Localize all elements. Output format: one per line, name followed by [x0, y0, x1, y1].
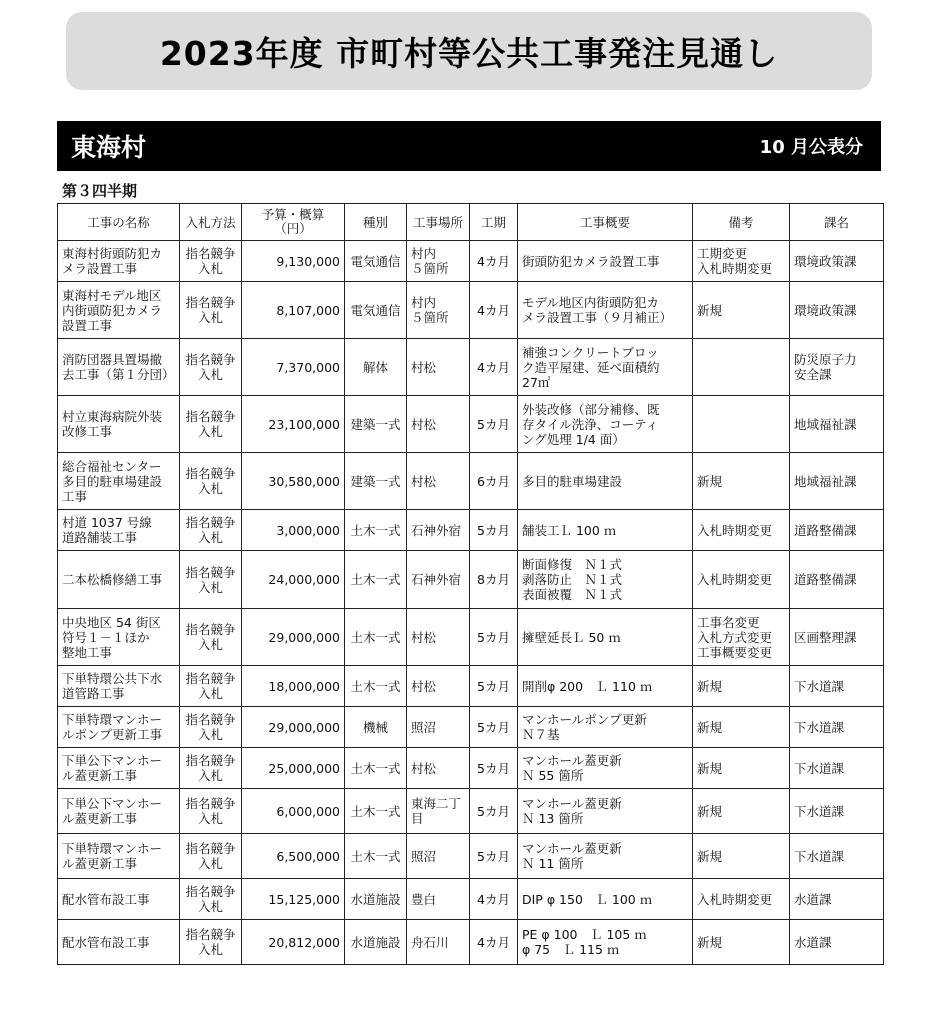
table-row [58, 551, 884, 609]
cell-method: 指名競争 入札 [180, 241, 242, 282]
cell-place: 照沼 [407, 707, 470, 748]
cell-summary: DIP φ 150 Ｌ 100 ｍ [518, 879, 693, 920]
cell-period: 5カ月 [470, 789, 518, 834]
cell-type: 水道施設 [345, 920, 407, 965]
cell-note: 新規 [693, 748, 790, 789]
cell-summary: 断面修復 Ｎ１式 剥落防止 Ｎ１式 表面被覆 Ｎ１式 [518, 551, 693, 609]
cell-name: 村立東海病院外装 改修工事 [58, 396, 180, 453]
cell-period: 5カ月 [470, 510, 518, 551]
title-banner [66, 12, 872, 90]
cell-method: 指名競争 入札 [180, 453, 242, 510]
cell-note: 新規 [693, 666, 790, 707]
cell-type: 土木一式 [345, 551, 407, 609]
cell-place: 豊白 [407, 879, 470, 920]
cell-name: 村道 1037 号線 道路舗装工事 [58, 510, 180, 551]
header-period: 工期 [470, 204, 518, 241]
cell-period: 4カ月 [470, 339, 518, 396]
cell-type: 電気通信 [345, 241, 407, 282]
cell-name: 配水管布設工事 [58, 879, 180, 920]
header-dept: 課名 [790, 204, 884, 241]
cell-place: 照沼 [407, 834, 470, 879]
table-row [58, 282, 884, 339]
cell-type: 建築一式 [345, 453, 407, 510]
cell-note: 新規 [693, 453, 790, 510]
cell-budget: 6,500,000 [242, 834, 345, 879]
cell-period: 6カ月 [470, 453, 518, 510]
cell-name: 下単特環マンホー ル蓋更新工事 [58, 834, 180, 879]
cell-dept: 道路整備課 [790, 551, 884, 609]
cell-type: 土木一式 [345, 789, 407, 834]
cell-name: 総合福祉センター 多目的駐車場建設 工事 [58, 453, 180, 510]
cell-method: 指名競争 入札 [180, 789, 242, 834]
cell-summary: 補強コンクリートブロッ ク造平屋建、延べ面積約 27㎡ [518, 339, 693, 396]
cell-method: 指名競争 入札 [180, 396, 242, 453]
cell-type: 電気通信 [345, 282, 407, 339]
cell-type: 土木一式 [345, 748, 407, 789]
cell-summary: 開削φ 200 Ｌ 110 ｍ [518, 666, 693, 707]
cell-place: 村内 ５箇所 [407, 241, 470, 282]
cell-dept: 下水道課 [790, 789, 884, 834]
cell-dept: 下水道課 [790, 666, 884, 707]
cell-type: 機械 [345, 707, 407, 748]
cell-method: 指名競争 入札 [180, 510, 242, 551]
cell-budget: 7,370,000 [242, 339, 345, 396]
cell-budget: 30,580,000 [242, 453, 345, 510]
cell-method: 指名競争 入札 [180, 339, 242, 396]
cell-budget: 29,000,000 [242, 707, 345, 748]
cell-summary: 外装改修（部分補修、既 存タイル洗浄、コーティ ング処理 1/4 面） [518, 396, 693, 453]
cell-budget: 29,000,000 [242, 609, 345, 666]
cell-summary: マンホール蓋更新 Ｎ 11 箇所 [518, 834, 693, 879]
quarter-label: 第３四半期 [62, 182, 138, 200]
cell-period: 5カ月 [470, 396, 518, 453]
cell-method: 指名競争 入札 [180, 920, 242, 965]
cell-summary: 舗装工Ｌ 100 ｍ [518, 510, 693, 551]
cell-method: 指名競争 入札 [180, 551, 242, 609]
cell-summary: マンホールポンプ更新 Ｎ７基 [518, 707, 693, 748]
cell-dept: 環境政策課 [790, 282, 884, 339]
cell-summary: モデル地区内街頭防犯カ メラ設置工事（９月補正） [518, 282, 693, 339]
cell-note: 工期変更 入札時期変更 [693, 241, 790, 282]
cell-name: 下単公下マンホー ル蓋更新工事 [58, 748, 180, 789]
table-row [58, 510, 884, 551]
cell-place: 舟石川 [407, 920, 470, 965]
table-row [58, 707, 884, 748]
header-method: 入札方法 [180, 204, 242, 241]
table-row [58, 666, 884, 707]
cell-dept: 地域福祉課 [790, 396, 884, 453]
table-row [58, 748, 884, 789]
cell-budget: 9,130,000 [242, 241, 345, 282]
cell-place: 村松 [407, 748, 470, 789]
municipality-header [57, 121, 881, 171]
cell-method: 指名競争 入札 [180, 666, 242, 707]
table-row [58, 789, 884, 834]
cell-summary: マンホール蓋更新 Ｎ 13 箇所 [518, 789, 693, 834]
cell-note: 入札時期変更 [693, 510, 790, 551]
cell-note: 入札時期変更 [693, 879, 790, 920]
cell-place: 村松 [407, 609, 470, 666]
header-note: 備考 [693, 204, 790, 241]
table-row [58, 834, 884, 879]
cell-place: 村内 ５箇所 [407, 282, 470, 339]
cell-method: 指名競争 入札 [180, 707, 242, 748]
municipality-name: 東海村 [71, 133, 147, 162]
cell-period: 4カ月 [470, 920, 518, 965]
cell-place: 石神外宿 [407, 510, 470, 551]
cell-method: 指名競争 入札 [180, 609, 242, 666]
cell-place: 村松 [407, 666, 470, 707]
cell-note [693, 339, 790, 396]
cell-dept: 地域福祉課 [790, 453, 884, 510]
cell-name: 中央地区 54 街区 符号１－１ほか 整地工事 [58, 609, 180, 666]
cell-type: 土木一式 [345, 834, 407, 879]
cell-method: 指名競争 入札 [180, 879, 242, 920]
cell-note: 入札時期変更 [693, 551, 790, 609]
header-name: 工事の名称 [58, 204, 180, 241]
header-type: 種別 [345, 204, 407, 241]
cell-dept: 防災原子力 安全課 [790, 339, 884, 396]
table-row [58, 453, 884, 510]
cell-budget: 6,000,000 [242, 789, 345, 834]
cell-period: 4カ月 [470, 241, 518, 282]
table-row [58, 920, 884, 965]
cell-note: 新規 [693, 920, 790, 965]
cell-place: 村松 [407, 339, 470, 396]
header-budget: 予算・概算 （円） [242, 204, 345, 241]
cell-period: 5カ月 [470, 609, 518, 666]
cell-dept: 下水道課 [790, 834, 884, 879]
cell-summary: 多目的駐車場建設 [518, 453, 693, 510]
cell-period: 5カ月 [470, 748, 518, 789]
cell-name: 消防団器具置場撤 去工事（第１分団） [58, 339, 180, 396]
cell-dept: 区画整理課 [790, 609, 884, 666]
cell-period: 5カ月 [470, 666, 518, 707]
works-table [57, 203, 884, 965]
cell-note: 新規 [693, 834, 790, 879]
cell-dept: 道路整備課 [790, 510, 884, 551]
cell-budget: 3,000,000 [242, 510, 345, 551]
cell-type: 解体 [345, 339, 407, 396]
cell-method: 指名競争 入札 [180, 748, 242, 789]
cell-period: 4カ月 [470, 282, 518, 339]
table-header-row [58, 204, 884, 241]
table-row [58, 241, 884, 282]
cell-dept: 下水道課 [790, 748, 884, 789]
cell-period: 8カ月 [470, 551, 518, 609]
cell-summary: PE φ 100 Ｌ 105 ｍ φ 75 Ｌ 115 ｍ [518, 920, 693, 965]
table-row [58, 339, 884, 396]
cell-dept: 下水道課 [790, 707, 884, 748]
cell-note: 新規 [693, 789, 790, 834]
cell-place: 東海二丁 目 [407, 789, 470, 834]
cell-method: 指名競争 入札 [180, 834, 242, 879]
cell-dept: 水道課 [790, 879, 884, 920]
cell-budget: 15,125,000 [242, 879, 345, 920]
cell-budget: 23,100,000 [242, 396, 345, 453]
header-place: 工事場所 [407, 204, 470, 241]
cell-summary: 擁壁延長Ｌ 50 ｍ [518, 609, 693, 666]
cell-name: 下単特環マンホー ルポンプ更新工事 [58, 707, 180, 748]
cell-budget: 20,812,000 [242, 920, 345, 965]
cell-note [693, 396, 790, 453]
cell-name: 下単特環公共下水 道管路工事 [58, 666, 180, 707]
cell-type: 土木一式 [345, 609, 407, 666]
cell-note: 新規 [693, 282, 790, 339]
cell-note: 工事名変更 入札方式変更 工事概要変更 [693, 609, 790, 666]
page-title: 2023年度 市町村等公共工事発注見通し [159, 33, 779, 73]
table-row [58, 396, 884, 453]
table-row [58, 879, 884, 920]
cell-period: 5カ月 [470, 834, 518, 879]
publish-label: 10 月公表分 [759, 137, 863, 158]
cell-name: 配水管布設工事 [58, 920, 180, 965]
cell-dept: 環境政策課 [790, 241, 884, 282]
cell-period: 4カ月 [470, 879, 518, 920]
cell-budget: 24,000,000 [242, 551, 345, 609]
cell-summary: 街頭防犯カメラ設置工事 [518, 241, 693, 282]
cell-place: 村松 [407, 453, 470, 510]
header-summary: 工事概要 [518, 204, 693, 241]
cell-place: 石神外宿 [407, 551, 470, 609]
table-row [58, 609, 884, 666]
cell-type: 土木一式 [345, 666, 407, 707]
cell-budget: 25,000,000 [242, 748, 345, 789]
cell-type: 水道施設 [345, 879, 407, 920]
cell-summary: マンホール蓋更新 Ｎ 55 箇所 [518, 748, 693, 789]
cell-name: 東海村モデル地区 内街頭防犯カメラ 設置工事 [58, 282, 180, 339]
cell-period: 5カ月 [470, 707, 518, 748]
cell-name: 東海村街頭防犯カ メラ設置工事 [58, 241, 180, 282]
cell-budget: 18,000,000 [242, 666, 345, 707]
cell-method: 指名競争 入札 [180, 282, 242, 339]
cell-dept: 水道課 [790, 920, 884, 965]
cell-note: 新規 [693, 707, 790, 748]
cell-type: 土木一式 [345, 510, 407, 551]
cell-name: 二本松橋修繕工事 [58, 551, 180, 609]
cell-place: 村松 [407, 396, 470, 453]
cell-name: 下単公下マンホー ル蓋更新工事 [58, 789, 180, 834]
cell-type: 建築一式 [345, 396, 407, 453]
cell-budget: 8,107,000 [242, 282, 345, 339]
